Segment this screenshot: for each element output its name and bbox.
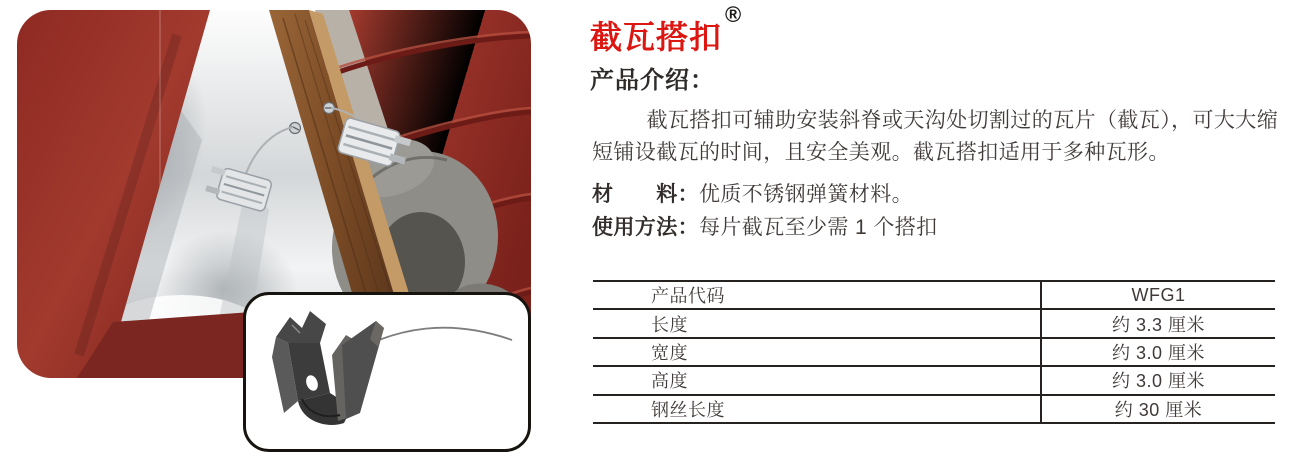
section-heading: 产品介绍： <box>590 67 715 94</box>
clip-body <box>272 311 384 425</box>
spec-value-cell: WFG1 <box>1041 281 1275 309</box>
spec-name-cell: 钢丝长度 <box>593 395 1041 423</box>
product-description <box>592 105 1291 168</box>
spec-name-cell: 宽度 <box>593 338 1041 366</box>
table-row <box>593 395 1275 423</box>
tile-clip-product-illustration <box>246 295 528 449</box>
product-photo-inset <box>243 292 531 452</box>
description-line: 短铺设截瓦的时间，且安全美观。截瓦搭扣适用于多种瓦形。 <box>592 140 1170 164</box>
table-row <box>593 366 1275 394</box>
registered-trademark-symbol: ® <box>725 2 742 27</box>
spec-lines <box>592 178 1291 244</box>
product-title: 截瓦搭扣 <box>590 19 723 55</box>
usage-line <box>592 211 1291 244</box>
material-line <box>592 178 1291 211</box>
spec-value-cell: 约 3.3 厘米 <box>1041 309 1275 337</box>
spec-value-cell: 约 3.0 厘米 <box>1041 366 1275 394</box>
spec-name-cell: 产品代码 <box>593 281 1041 309</box>
spec-name-cell: 长度 <box>593 309 1041 337</box>
table-row <box>593 338 1275 366</box>
table-row <box>593 309 1275 337</box>
spec-value-cell: 约 30 厘米 <box>1041 395 1275 423</box>
table-row <box>593 281 1275 309</box>
usage-value: 每片截瓦至少需 1 个搭扣 <box>699 216 938 239</box>
material-value: 优质不锈钢弹簧材料。 <box>699 183 913 206</box>
spec-name-cell: 高度 <box>593 366 1041 394</box>
usage-label: 使用方法： <box>592 216 699 239</box>
spec-value-cell: 约 3.0 厘米 <box>1041 338 1275 366</box>
description-line: 截瓦搭扣可辅助安装斜脊或天沟处切割过的瓦片（截瓦），可大大缩 <box>646 109 1279 132</box>
spec-table <box>593 280 1275 424</box>
product-title-block <box>590 2 742 58</box>
material-label: 材 料： <box>592 183 699 206</box>
